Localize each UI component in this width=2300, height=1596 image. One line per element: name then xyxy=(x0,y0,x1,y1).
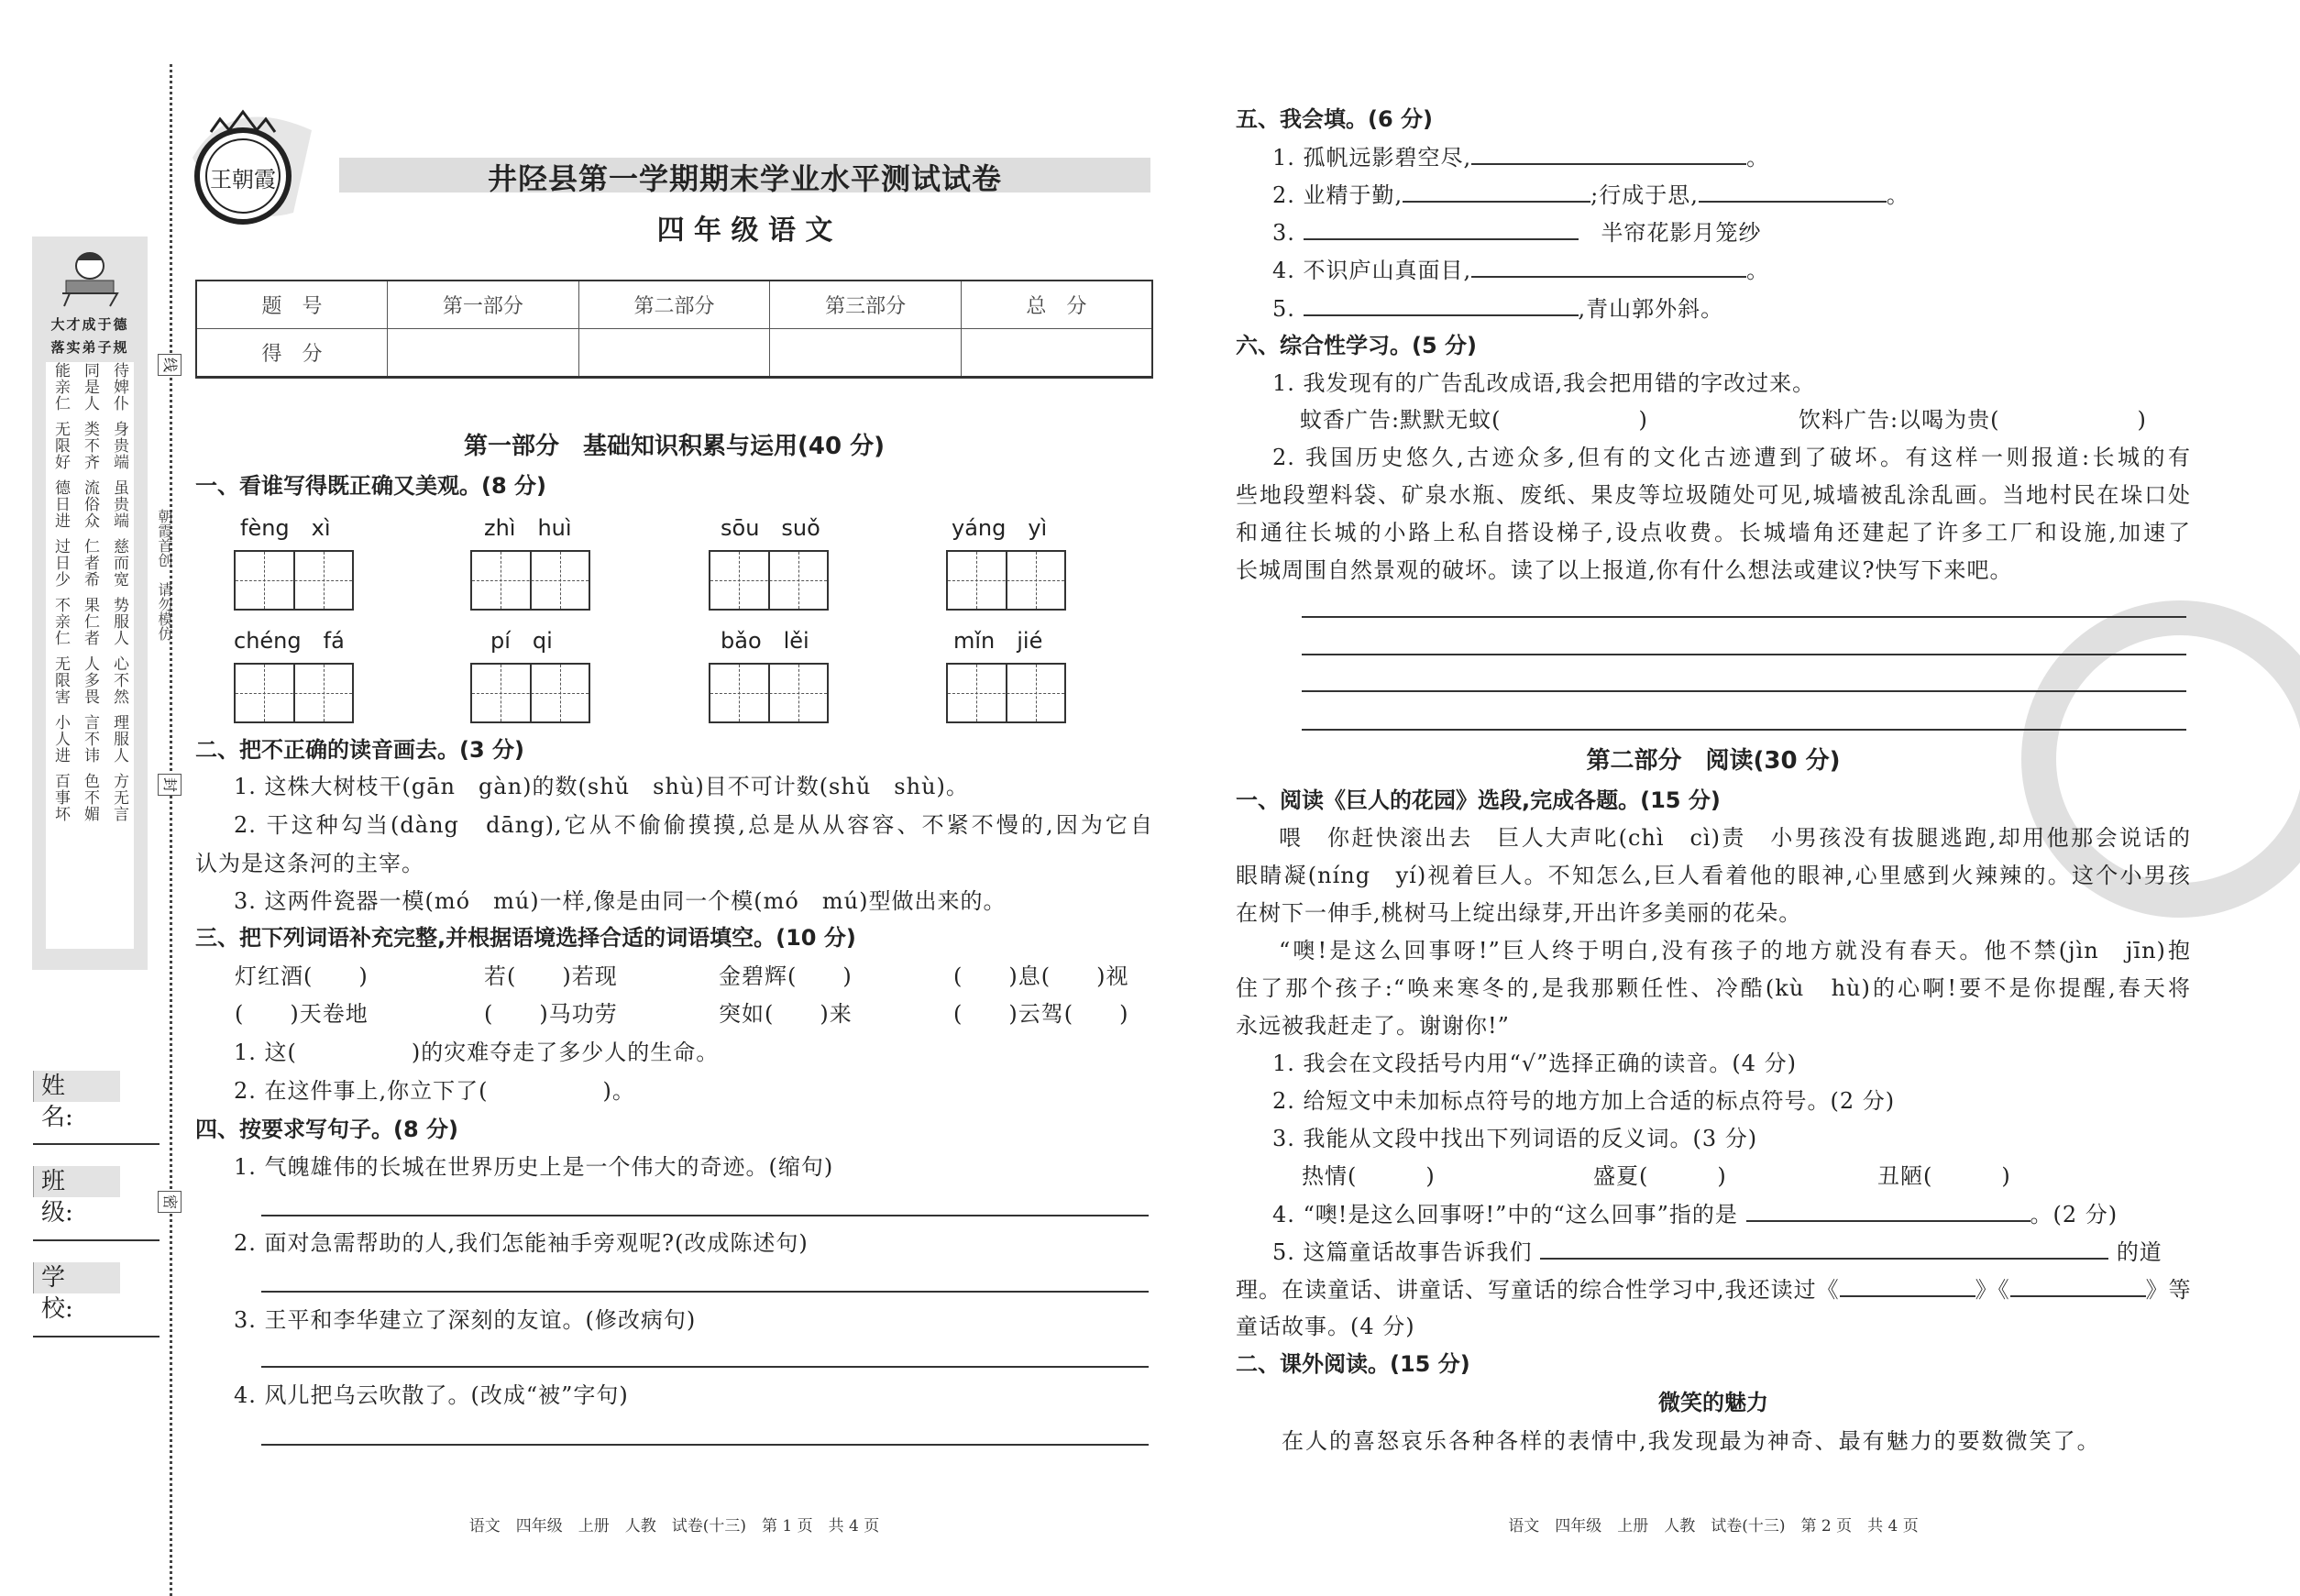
article-title: 微笑的魅力 xyxy=(1658,1390,1768,1415)
reading2-title: 二、课外阅读。(15 分) xyxy=(1236,1351,1470,1377)
reading1-title: 一、阅读《巨人的花园》选段,完成各题。(15 分) xyxy=(1236,787,1721,813)
word-blank[interactable]: 灯红酒( ) xyxy=(235,963,369,989)
answer-line[interactable] xyxy=(261,1444,1149,1446)
fill-blank[interactable] xyxy=(1304,294,1579,316)
answer-line[interactable] xyxy=(261,1291,1149,1293)
verse: 不亲仁 xyxy=(51,597,70,646)
score-cell-total[interactable] xyxy=(961,328,1152,377)
writing-grid[interactable] xyxy=(709,550,829,611)
question-text: 2. 面对急需帮助的人,我们怎能袖手旁观呢?(改成陈述句) xyxy=(234,1230,809,1256)
verse: 人多畏 xyxy=(81,655,99,705)
question-text: 2. 在这件事上,你立下了( )。 xyxy=(234,1078,635,1104)
score-cell-part1[interactable] xyxy=(388,328,579,377)
answer-line[interactable] xyxy=(1302,654,2186,655)
passage-line: 喂 你赶快滚出去 巨人大声叱(chì cì)责 小男孩没有拔腿逃跑,却用他那会说话的 xyxy=(1279,825,2191,851)
question-text: 1. 我会在文段括号内用“√”选择正确的读音。(4 分) xyxy=(1272,1051,1797,1076)
verse: 同是人 xyxy=(81,362,99,412)
exam-subtitle: 四 年 级 语 文 xyxy=(656,215,833,247)
verse: 待婢仆 xyxy=(110,362,128,412)
fill-blank[interactable] xyxy=(1471,143,1746,165)
ad-correction-2[interactable]: 饮料广告:以喝为贵( ) xyxy=(1799,407,2147,433)
verse: 类不齐 xyxy=(81,421,99,470)
page2-footer: 语文 四年级 上册 人教 试卷(十三) 第 2 页 共 4 页 xyxy=(1508,1517,1919,1535)
word-blank[interactable]: 若( )若现 xyxy=(484,963,618,989)
antonym-blank[interactable]: 丑陋( ) xyxy=(1877,1163,2011,1189)
score-cell-part3[interactable] xyxy=(770,328,962,377)
word-blank[interactable]: 突如( )来 xyxy=(719,1001,853,1027)
verse: 小人进 xyxy=(51,714,70,764)
word-blank[interactable]: ( )马功劳 xyxy=(484,1001,618,1027)
verse: 无限害 xyxy=(51,655,70,705)
score-row xyxy=(196,328,1152,377)
section2-title: 二、把不正确的读音画去。(3 分) xyxy=(195,737,524,763)
question-text: 。 xyxy=(1746,145,1770,171)
verse: 心不然 xyxy=(110,655,128,705)
verse: 身贵端 xyxy=(110,421,128,470)
passage-line: “噢!是这么回事呀!”巨人终于明白,没有孩子的地方就没有春天。他不禁(jìn jīn)抱 xyxy=(1279,938,2191,963)
verse-group xyxy=(46,597,134,646)
header-cell: 第二部分 xyxy=(578,281,770,328)
name-field[interactable] xyxy=(33,1143,160,1145)
class-label: 班 级: xyxy=(33,1166,120,1197)
ad-correction-1[interactable]: 蚊香广告:默默无蚊( ) xyxy=(1300,407,1648,433)
verse: 色不媚 xyxy=(81,773,99,822)
question-text: 。(2 分) xyxy=(2030,1202,2118,1227)
question-text: 5. 这篇童话故事告诉我们 xyxy=(1272,1239,1533,1265)
pinyin-label: yáng yì xyxy=(952,515,1048,541)
verse: 过日少 xyxy=(51,538,70,588)
passage-line: 住了那个孩子:“唤来寒冬的,是我那颗任性、冷酷(kù hù)的心啊!要不是你提醒,春天将 xyxy=(1236,975,2191,1001)
section3-title: 三、把下列词语补充完整,并根据语境选择合适的词语填空。(10 分) xyxy=(195,925,856,951)
pinyin-label: sōu suǒ xyxy=(721,515,820,541)
antonym-blank[interactable]: 盛夏( ) xyxy=(1593,1163,1727,1189)
student-reading-illustration xyxy=(55,246,125,310)
logo-text: 王朝霞 xyxy=(210,167,276,193)
verse: 虽贵端 xyxy=(110,479,128,529)
header-cell: 第三部分 xyxy=(770,281,962,328)
binding-mark-secret: 密 xyxy=(158,1191,182,1213)
pinyin-label: zhì huì xyxy=(484,515,572,541)
writing-grid[interactable] xyxy=(709,663,829,723)
paragraph-line: 和通往长城的小路上私自搭设梯子,设点收费。长城墙角还建起了许多工厂和设施,加速了 xyxy=(1236,520,2191,545)
score-cell-part2[interactable] xyxy=(578,328,770,377)
fill-question xyxy=(1272,1200,2118,1228)
score-table-header-row xyxy=(196,281,1152,328)
question-text: 》《 xyxy=(1975,1277,2010,1303)
verse-group xyxy=(46,538,134,588)
question-text: 1. 这( )的灾难夺走了多少人的生命。 xyxy=(234,1040,720,1065)
question-text: 2. 干这种勾当(dàng dāng),它从不偷偷摸摸,总是从从容容、不紧不慢的,因为它自 xyxy=(234,812,1153,838)
question-text: 3. xyxy=(1272,220,1304,246)
class-field[interactable] xyxy=(33,1239,160,1241)
fill-question xyxy=(1272,218,1762,247)
fill-blank[interactable] xyxy=(2010,1275,2146,1297)
writing-grid[interactable] xyxy=(470,550,590,611)
verse: 言不讳 xyxy=(81,714,99,764)
name-label: 姓 名: xyxy=(33,1071,120,1102)
section5-title: 五、我会填。(6 分) xyxy=(1236,106,1433,132)
verse: 慈而宽 xyxy=(110,538,128,588)
word-blank[interactable]: ( )天卷地 xyxy=(235,1001,369,1027)
question-text: 4. “噢!是这么回事呀!”中的“这么回事”指的是 xyxy=(1272,1202,1738,1227)
question-text: 》等 xyxy=(2145,1277,2192,1303)
part2-title: 第二部分 阅读(30 分) xyxy=(1586,747,1841,775)
passage-line: 眼睛凝(níng yí)视着巨人。不知怎么,巨人看着他的眼神,心里感到火辣辣的。这个小男孩 xyxy=(1236,863,2191,888)
verse: 无限好 xyxy=(51,421,70,470)
question-text: 5. xyxy=(1272,296,1304,322)
header-cell: 题 号 xyxy=(196,281,388,328)
pinyin-label: pí qi xyxy=(490,628,553,654)
question-text: 3. 我能从文段中找出下列词语的反义词。(3 分) xyxy=(1272,1126,1758,1151)
brand-logo xyxy=(174,103,321,236)
question-text: ,青山郭外斜。 xyxy=(1578,296,1724,322)
verse: 果仁者 xyxy=(81,597,99,646)
motto-line-1: 大才成于德 xyxy=(50,316,129,333)
school-label: 学 校: xyxy=(33,1262,120,1293)
fill-blank[interactable] xyxy=(1540,1238,2108,1260)
fill-question xyxy=(1272,294,1723,323)
exam-title: 井陉县第一学期期末学业水平测试试卷 xyxy=(487,161,1002,196)
motto-line-2: 落实弟子规 xyxy=(50,339,129,356)
fill-blank[interactable] xyxy=(1746,1200,2030,1222)
word-blank[interactable]: ( )云驾( ) xyxy=(953,1001,1129,1027)
section6-title: 六、综合性学习。(5 分) xyxy=(1236,333,1477,358)
score-row-label: 得 分 xyxy=(196,328,388,377)
question-text: 1. 气魄雄伟的长城在世界历史上是一个伟大的奇迹。(缩句) xyxy=(234,1154,834,1180)
fill-blank[interactable] xyxy=(1840,1275,1975,1297)
school-field[interactable] xyxy=(33,1336,160,1337)
di-zi-gui-verses xyxy=(46,362,134,949)
question-text: 半帘花影月笼纱 xyxy=(1578,220,1762,246)
question-text: 3. 王平和李华建立了深刻的友谊。(修改病句) xyxy=(234,1307,697,1333)
passage-line: 永远被我赶走了。谢谢你!” xyxy=(1236,1013,1510,1039)
verse-group xyxy=(46,714,134,764)
fill-blank[interactable] xyxy=(1699,181,1887,203)
fill-blank[interactable] xyxy=(1471,256,1746,278)
verse: 百事坏 xyxy=(51,773,70,822)
writing-grid[interactable] xyxy=(946,663,1066,723)
writing-grid[interactable] xyxy=(234,550,354,611)
question-text: ;行成于思, xyxy=(1590,182,1699,208)
binding-dotted-line xyxy=(170,64,172,1596)
copyright-notice: 朝霞首创 请勿模仿 xyxy=(156,509,173,641)
question-text: 3. 这两件瓷器一模(mó mú)一样,像是由同一个模(mó mú)型做出来的。 xyxy=(234,888,1007,914)
paragraph-line: 2. 我国历史悠久,古迹众多,但有的文化古迹遭到了破坏。有这样一则报道:长城的有 xyxy=(1272,445,2191,470)
page1-footer: 语文 四年级 上册 人教 试卷(十三) 第 1 页 共 4 页 xyxy=(468,1517,880,1535)
question-text: 1. 我发现有的广告乱改成语,我会把用错的字改过来。 xyxy=(1272,370,1816,396)
pinyin-label: chéng fá xyxy=(234,628,345,654)
pinyin-label: bǎo lěi xyxy=(721,628,809,654)
verse-group xyxy=(46,362,134,412)
verse-group xyxy=(46,773,134,822)
answer-line[interactable] xyxy=(261,1215,1149,1216)
header-cell: 总 分 xyxy=(961,281,1152,328)
verse: 仁者希 xyxy=(81,538,99,588)
paragraph-line: 些地段塑料袋、矿泉水瓶、废纸、果皮等垃圾随处可见,城墙被乱涂乱画。当地村民在垛口处 xyxy=(1236,482,2191,508)
pinyin-label: mǐn jié xyxy=(953,628,1043,654)
question-text: 童话故事。(4 分) xyxy=(1236,1314,1415,1339)
section1-title: 一、看谁写得既正确又美观。(8 分) xyxy=(195,473,546,499)
verse: 方无言 xyxy=(110,773,128,822)
writing-grid[interactable] xyxy=(946,550,1066,611)
word-blank[interactable]: 金碧辉( ) xyxy=(719,963,853,989)
binding-mark-line: 线 xyxy=(158,354,182,376)
answer-line[interactable] xyxy=(1302,690,2186,692)
article-text: 在人的喜怒哀乐各种各样的表情中,我发现最为神奇、最有魅力的要数微笑了。 xyxy=(1282,1428,2101,1454)
verse: 势服人 xyxy=(110,597,128,646)
answer-line[interactable] xyxy=(1302,729,2186,731)
question-text: 2. 业精于勤, xyxy=(1272,182,1403,208)
fill-blank[interactable] xyxy=(1403,181,1590,203)
question-text: 4. 不识庐山真面目, xyxy=(1272,258,1472,283)
answer-line[interactable] xyxy=(1302,616,2186,618)
fill-blank[interactable] xyxy=(1304,218,1579,240)
question-text: 1. 这株大树枝干(gān gàn)的数(shǔ shù)目不可计数(shǔ shù)。 xyxy=(234,774,969,799)
verse: 理服人 xyxy=(110,714,128,764)
binding-mark-seal: 封 xyxy=(158,774,182,796)
question-text: 理。在读童话、讲童话、写童话的综合性学习中,我还读过《 xyxy=(1236,1277,1840,1303)
question-text: 1. 孤帆远影碧空尽, xyxy=(1272,145,1472,171)
verse-group xyxy=(46,655,134,705)
score-table xyxy=(195,280,1153,379)
antonym-blank[interactable]: 热情( ) xyxy=(1302,1163,1436,1189)
word-blank[interactable]: ( )息( )视 xyxy=(953,963,1129,989)
question-text: 认为是这条河的主宰。 xyxy=(195,851,424,876)
paragraph-line: 长城周围自然景观的破坏。读了以上报道,你有什么想法或建议?快写下来吧。 xyxy=(1236,557,2013,583)
fill-question xyxy=(1272,256,1769,284)
writing-grid[interactable] xyxy=(234,663,354,723)
pinyin-label: fèng xì xyxy=(240,515,331,541)
question-text: 的道 xyxy=(2116,1239,2162,1265)
question-text: 2. 给短文中未加标点符号的地方加上合适的标点符号。(2 分) xyxy=(1272,1088,1896,1114)
question-text: 4. 风儿把乌云吹散了。(改成“被”字句) xyxy=(234,1382,629,1408)
verse-group xyxy=(46,421,134,470)
fill-question xyxy=(1272,143,1769,171)
verse: 能亲仁 xyxy=(51,362,70,412)
verse: 德日进 xyxy=(51,479,70,529)
passage-line: 在树下一伸手,桃树马上绽出绿芽,开出许多美丽的花朵。 xyxy=(1236,900,1802,926)
answer-line[interactable] xyxy=(261,1366,1149,1368)
header-cell: 第一部分 xyxy=(388,281,579,328)
section4-title: 四、按要求写句子。(8 分) xyxy=(195,1117,458,1142)
part1-title: 第一部分 基础知识积累与运用(40 分) xyxy=(464,433,885,460)
writing-grid[interactable] xyxy=(470,663,590,723)
question-text: 。 xyxy=(1746,258,1770,283)
question-text: 。 xyxy=(1886,182,1909,208)
fill-question xyxy=(1236,1275,2192,1304)
verse: 流俗众 xyxy=(81,479,99,529)
fill-question xyxy=(1272,181,1909,209)
verse-group xyxy=(46,479,134,529)
fill-question xyxy=(1272,1238,2162,1266)
